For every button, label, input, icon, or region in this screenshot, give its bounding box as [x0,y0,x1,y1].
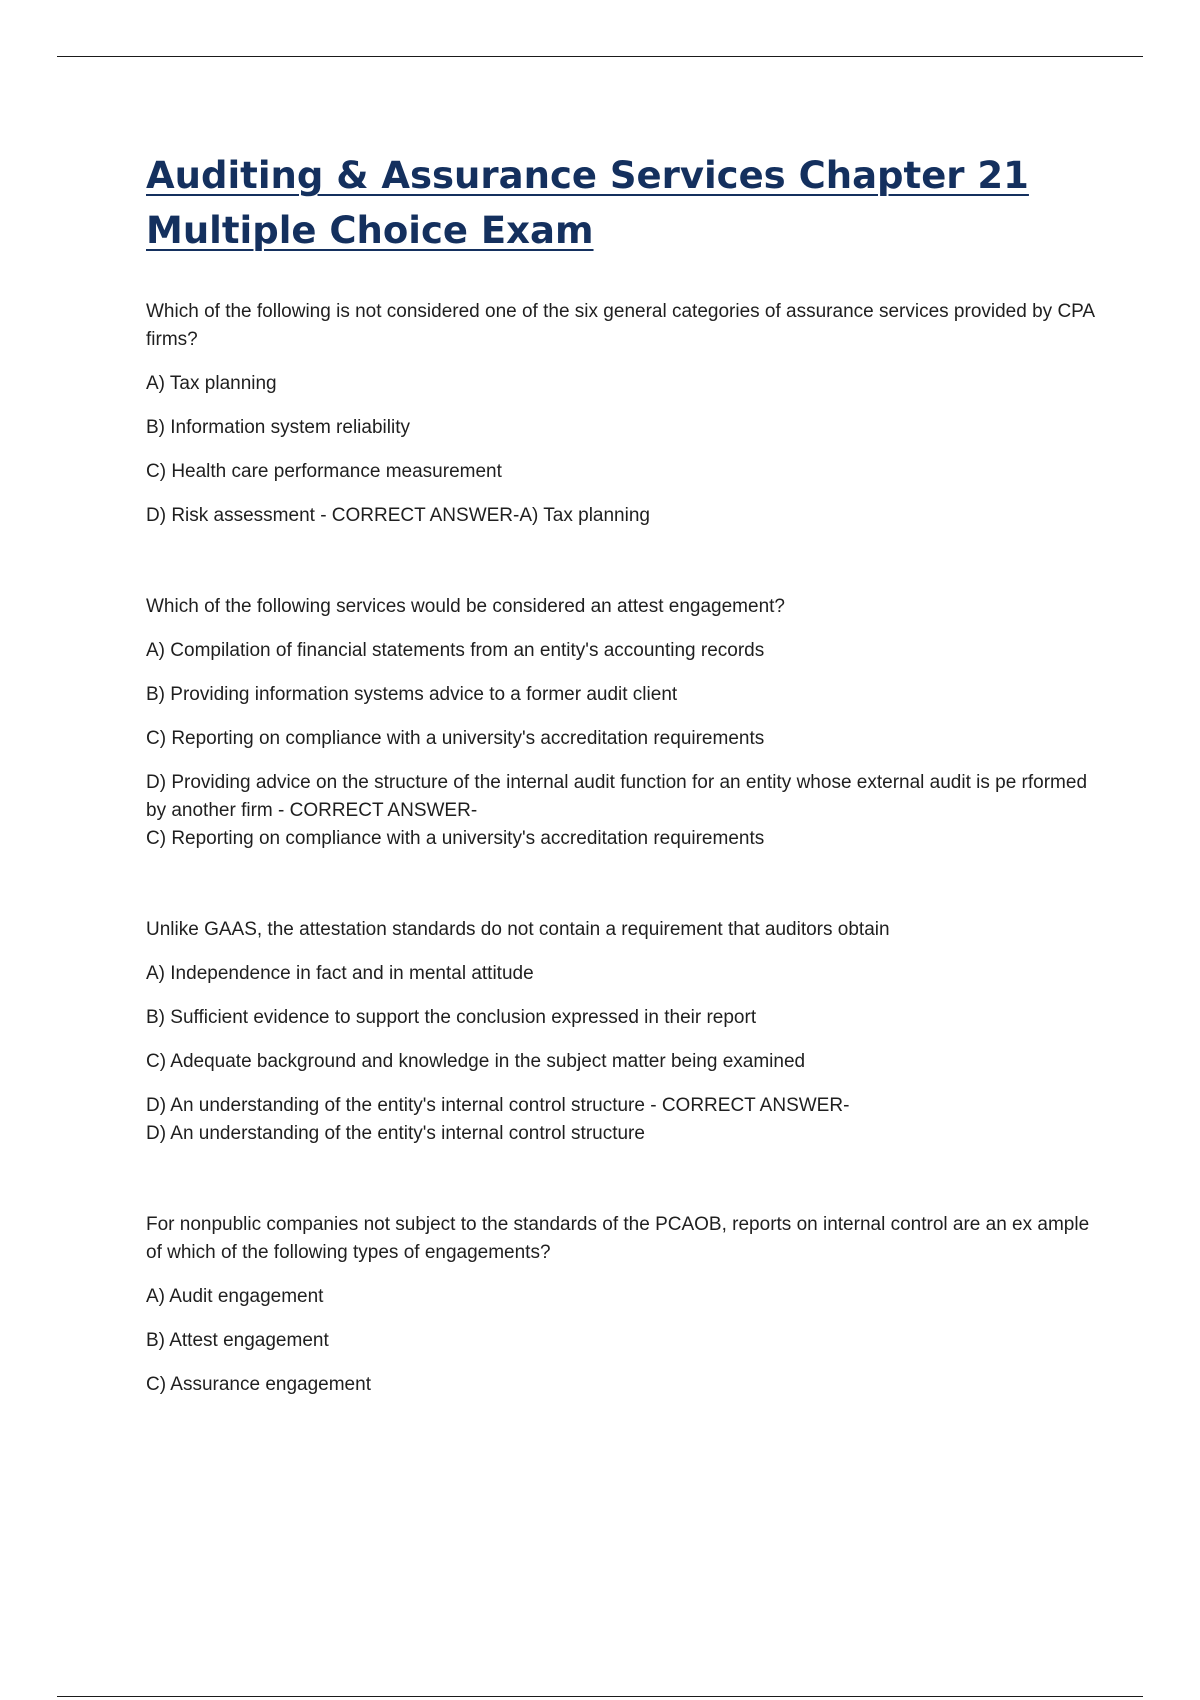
option-d-with-answer: D) An understanding of the entity's internal control structure - CORRECT ANSWER- [146,1095,850,1116]
option-c: C) Assurance engagement [146,1374,371,1395]
option-d-with-answer: D) Providing advice on the structure of the internal audit function for an entity whose external audit is pe rformed by another firm - CORRECT ANSWER- [146,772,1088,821]
option-b: B) Sufficient evidence to support the conclusion expressed in their report [146,1007,757,1028]
question-block-4 [146,1211,1096,1399]
correct-answer: D) An understanding of the entity's internal control structure [146,1123,645,1144]
question-text: For nonpublic companies not subject to the standards of the PCAOB, reports on internal control are an ex ample of which of the following types of engagements? [146,1214,1090,1263]
option-c: C) Reporting on compliance with a university's accreditation requirements [146,728,765,749]
top-rule [57,56,1143,57]
title-line-1: Auditing & Assurance Services Chapter 21 [146,154,1029,197]
option-b: B) Information system reliability [146,417,410,438]
title-line-2: Multiple Choice Exam [146,209,594,252]
option-b: B) Attest engagement [146,1330,329,1351]
option-a: A) Audit engagement [146,1286,324,1307]
option-c: C) Health care performance measurement [146,461,502,482]
option-b: B) Providing information systems advice to a former audit client [146,684,678,705]
option-a: A) Compilation of financial statements from an entity's accounting records [146,640,765,661]
question-text: Unlike GAAS, the attestation standards do not contain a requirement that auditors obtain [146,919,890,940]
option-a: A) Independence in fact and in mental attitude [146,963,534,984]
question-text: Which of the following services would be considered an attest engagement? [146,596,785,617]
option-a: A) Tax planning [146,373,277,394]
document-body [146,148,1096,1399]
question-block-2 [146,593,1096,853]
option-c: C) Adequate background and knowledge in the subject matter being examined [146,1051,806,1072]
question-block-3 [146,916,1096,1148]
question-text: Which of the following is not considered one of the six general categories of assurance services provided by CPA firms? [146,301,1095,350]
correct-answer: C) Reporting on compliance with a university's accreditation requirements [146,828,765,849]
document-title [146,148,1096,258]
bottom-rule [57,1696,1143,1697]
question-block-1 [146,298,1096,530]
option-d-with-answer: D) Risk assessment - CORRECT ANSWER-A) Tax planning [146,505,650,526]
